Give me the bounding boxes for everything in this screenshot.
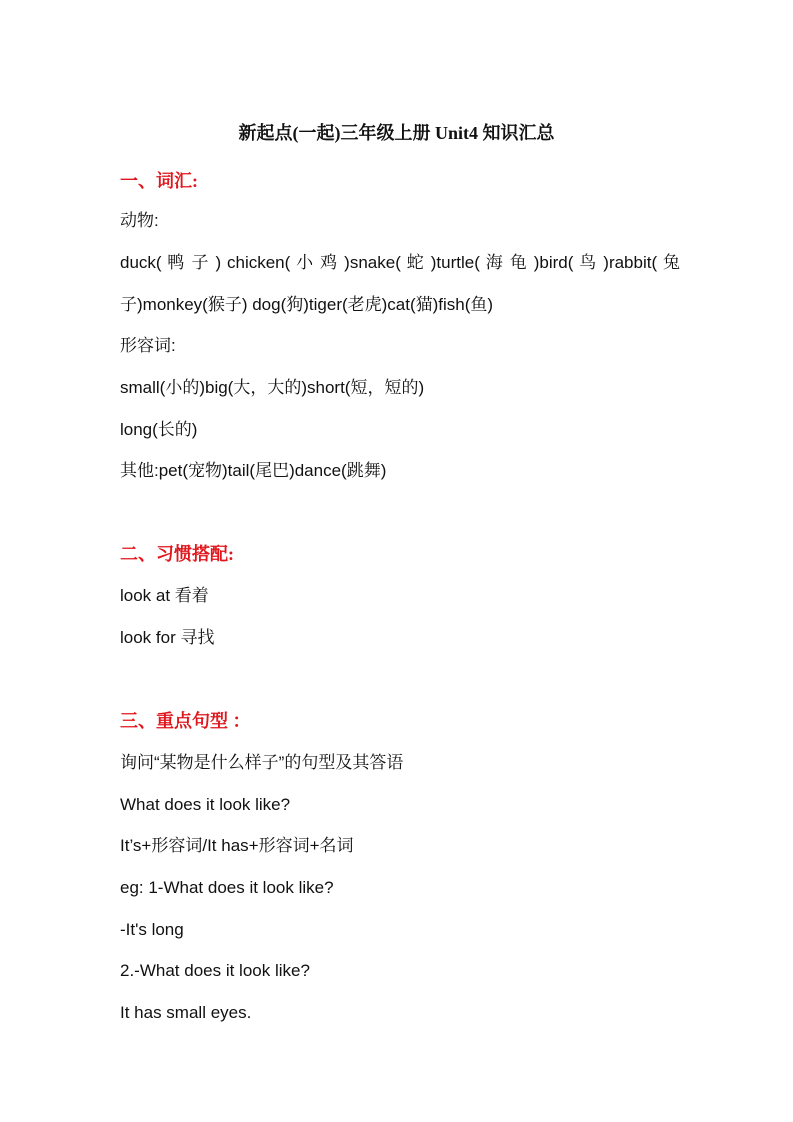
example-1-answer: -It's long bbox=[120, 920, 184, 939]
adjectives-label: 形容词: bbox=[120, 336, 176, 355]
example-2-question: 2.-What does it look like? bbox=[120, 961, 310, 980]
adjectives-line-2: long(长的) bbox=[120, 420, 198, 439]
sentence-pattern: It’s+形容词/It has+形容词+名词 bbox=[120, 836, 354, 855]
sentence-intro: 询问“某物是什么样子”的句型及其答语 bbox=[120, 753, 404, 772]
animals-label: 动物: bbox=[120, 211, 159, 230]
animals-line-1: duck( 鸭 子 ) chicken( 小 鸡 )snake( 蛇 )turtle( 海 龟 )bird( 鸟 )rabbit( 兔 bbox=[120, 253, 680, 272]
phrase-look-at: look at 看着 bbox=[120, 586, 209, 605]
example-2-answer: It has small eyes. bbox=[120, 1003, 252, 1022]
section-heading-vocabulary: 一、词汇: bbox=[120, 171, 198, 191]
section-heading-collocations: 二、习惯搭配: bbox=[120, 544, 234, 564]
animals-line-2: 子)monkey(猴子) dog(狗)tiger(老虎)cat(猫)fish(鱼) bbox=[120, 295, 494, 314]
phrase-look-for: look for 寻找 bbox=[120, 628, 215, 647]
example-1-question: eg: 1-What does it look like? bbox=[120, 878, 334, 897]
others-line: 其他:pet(宠物)tail(尾巴)dance(跳舞) bbox=[120, 461, 387, 480]
section-heading-key-sentences: 三、重点句型 ： bbox=[120, 711, 251, 731]
sentence-question: What does it look like? bbox=[120, 795, 291, 814]
document-title: 新起点(一起)三年级上册 Unit4 知识汇总 bbox=[238, 123, 555, 143]
adjectives-line-1: small(小的)big(大，大的)short(短，短的) bbox=[120, 378, 425, 397]
